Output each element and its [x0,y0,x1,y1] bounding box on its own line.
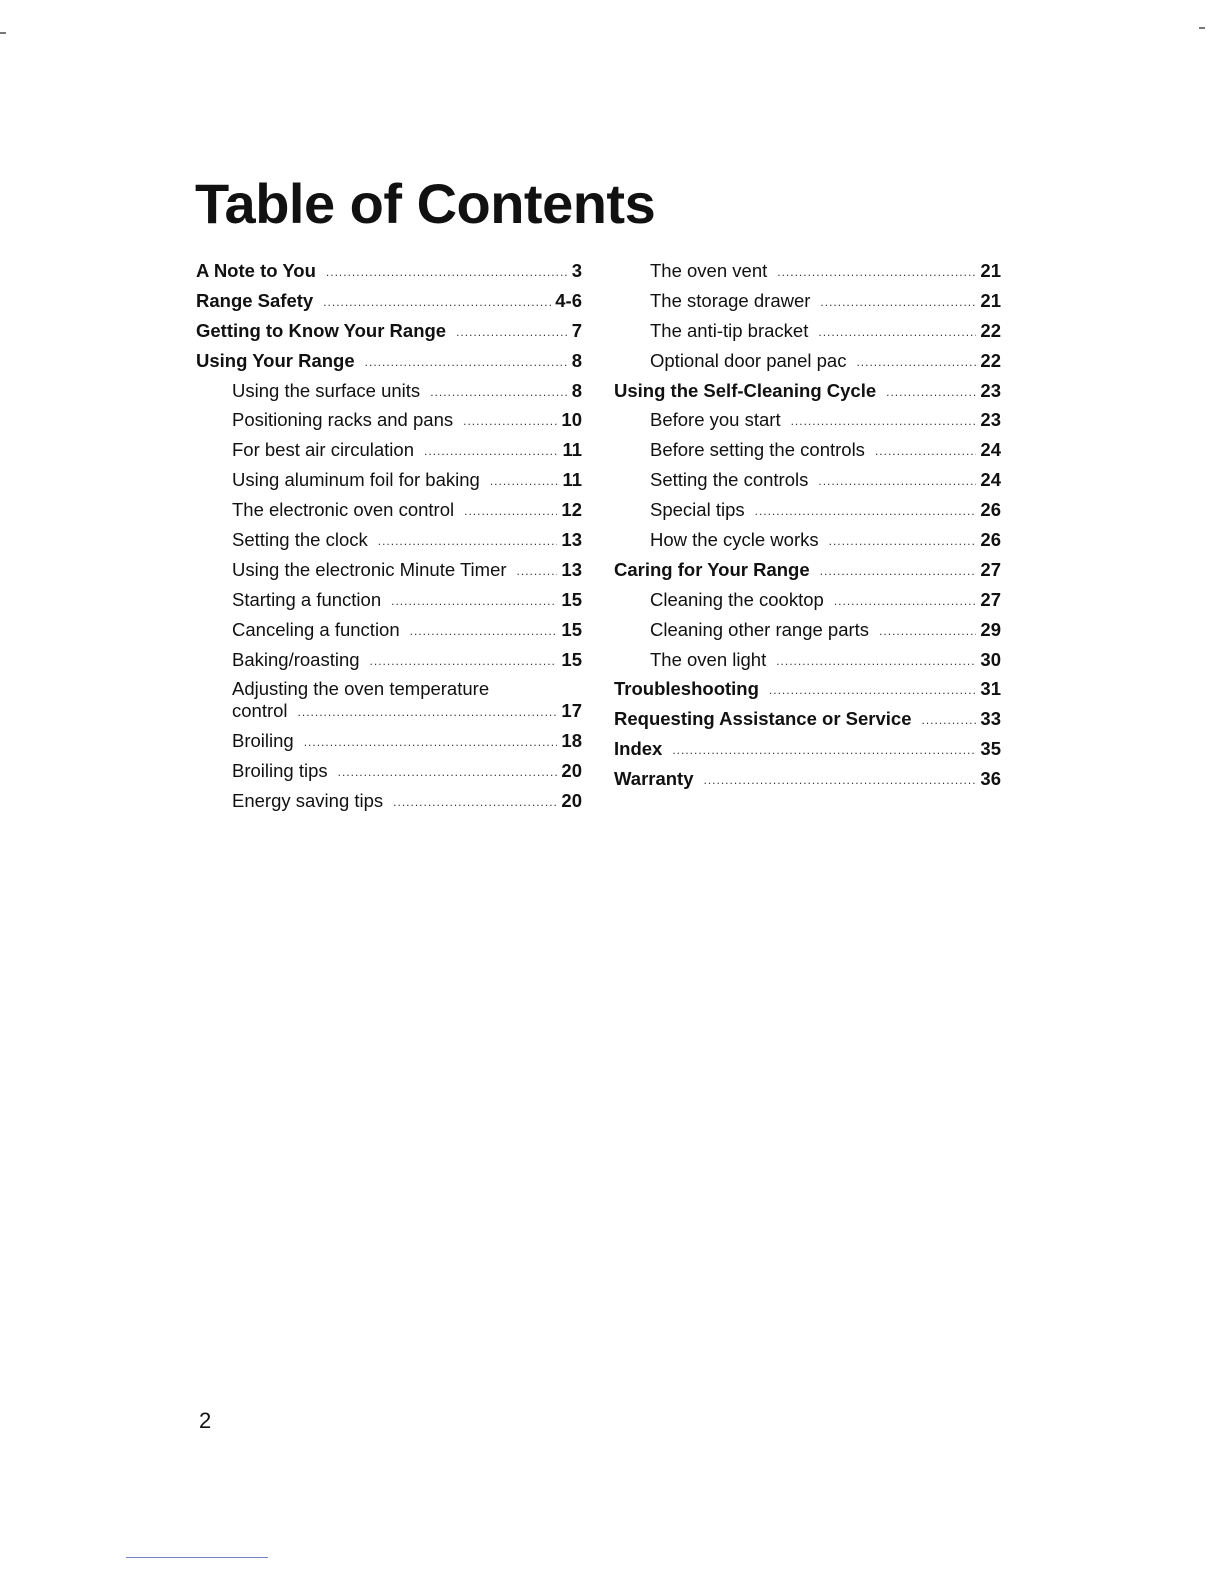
toc-entry[interactable] [196,350,582,380]
toc-entry-label: The anti-tip bracket [650,319,809,341]
toc-entry-label: A Note to You [196,260,316,281]
toc-entry[interactable] [196,649,582,679]
toc-entry-page: 15 [561,618,582,640]
dot-leader [777,265,976,279]
dot-leader [791,414,977,428]
toc-entry-page: 15 [561,588,582,610]
toc-entry-label: Using the surface units [232,379,421,401]
toc-entry[interactable] [614,619,1001,649]
toc-entry[interactable] [614,499,1001,529]
toc-entry-label: Requesting Assistance or Service [614,708,912,730]
toc-entry-label: Getting to Know Your Range [196,319,447,341]
toc-entry-label: Before you start [650,409,781,431]
toc-entry[interactable] [196,409,582,439]
page-number: 2 [199,1408,212,1433]
dot-leader [393,795,557,809]
toc-entry-label: Index [614,738,663,760]
toc-entry-page: 12 [561,499,582,521]
toc-entry[interactable] [614,589,1001,619]
dot-leader [829,534,977,548]
toc-entry-page: 8 [571,349,582,371]
toc-entry-page: 23 [980,379,1001,401]
toc-entry[interactable] [196,529,582,559]
dot-leader [672,743,976,757]
toc-entry-page: 13 [561,558,582,580]
toc-entry-label: Warranty [614,768,694,790]
toc-entry[interactable] [614,708,1001,738]
toc-entry-page: 17 [561,700,582,722]
toc-entry[interactable] [614,409,1001,439]
toc-entry-label: Troubleshooting [614,678,759,700]
dot-leader [456,325,568,339]
dot-leader [820,295,976,309]
toc-entry-page: 8 [571,379,582,401]
toc-entry-page: 22 [980,349,1001,371]
toc-entry[interactable] [614,678,1001,708]
toc-entry-label: Optional door panel pac [650,349,847,371]
toc-entry[interactable] [614,529,1001,559]
toc-entry-label: Cleaning the cooktop [650,588,824,610]
toc-entry-page: 13 [561,529,582,551]
toc-entry-label: Broiling tips [232,760,328,782]
toc-entry-page: 27 [980,558,1001,580]
dot-leader [818,325,976,339]
toc-entry[interactable] [614,738,1001,768]
dot-leader [820,564,977,578]
dot-leader [704,773,977,787]
dot-leader [517,564,558,578]
toc-entry-page: 21 [980,260,1001,281]
toc-entry-label: Baking/roasting [232,648,360,670]
toc-entry-page: 27 [980,588,1001,610]
page-title: Table of Contents [195,172,656,235]
toc-entry-label: Adjusting the oven temperature [232,678,490,700]
toc-entry-label: Using aluminum foil for baking [232,469,480,491]
toc-entry[interactable] [614,350,1001,380]
toc-entry-page: 20 [561,790,582,812]
dot-leader [430,385,568,399]
toc-entry[interactable] [196,730,582,760]
toc-entry[interactable] [196,589,582,619]
dot-leader [922,713,977,727]
toc-entry[interactable] [196,320,582,350]
toc-entry[interactable] [196,760,582,790]
dot-leader [370,654,558,668]
toc-entry[interactable] [614,290,1001,320]
toc-entry[interactable] [614,260,1001,290]
dot-leader [886,385,976,399]
toc-entry-page: 10 [561,409,582,431]
toc-entry-label: How the cycle works [650,529,819,551]
dot-leader [755,504,977,518]
toc-entry-label: For best air circulation [232,439,414,461]
toc-entry-page: 23 [980,409,1001,431]
dot-leader [365,355,568,369]
toc-entry[interactable] [196,439,582,469]
toc-entry-label-continued: control [232,700,288,722]
dot-leader [304,735,558,749]
dot-leader [490,474,559,488]
toc-entry-label: Setting the controls [650,469,809,491]
toc-entry[interactable] [196,619,582,649]
toc-entry-label: Starting a function [232,588,382,610]
toc-entry-label: Before setting the controls [650,439,865,461]
toc-entry-label: The oven vent [650,260,768,281]
dot-leader [464,504,557,518]
dot-leader [410,624,558,638]
toc-entry-page: 15 [561,648,582,670]
toc-entry[interactable] [614,439,1001,469]
toc-entry-page: 20 [561,760,582,782]
dot-leader [834,594,977,608]
toc-entry-label: Energy saving tips [232,790,384,812]
toc-entry[interactable] [614,380,1001,410]
toc-entry[interactable] [196,678,582,730]
toc-entry-page: 11 [562,469,582,491]
toc-entry-label: Positioning racks and pans [232,409,454,431]
toc-entry[interactable] [614,559,1001,589]
toc-entry-label: The electronic oven control [232,499,455,521]
toc-entry-page: 3 [571,260,582,281]
toc-entry-page: 22 [980,319,1001,341]
toc-entry-page: 18 [561,730,582,752]
toc-entry-page: 26 [980,529,1001,551]
toc-entry-label: Setting the clock [232,529,368,551]
dot-leader [323,295,551,309]
toc-entry-page: 4-6 [555,289,582,311]
toc-entry-page: 33 [980,708,1001,730]
toc-entry-page: 26 [980,499,1001,521]
dot-leader [424,444,558,458]
toc-entry-page: 30 [980,648,1001,670]
dot-leader [391,594,557,608]
toc-entry-page: 24 [980,469,1001,491]
toc-entry[interactable] [614,320,1001,350]
toc-entry[interactable] [196,290,582,320]
toc-entry[interactable] [614,649,1001,679]
toc-entry-label: The oven light [650,648,767,670]
toc-right-column [614,260,1001,798]
dot-leader [879,624,976,638]
dot-leader [856,355,976,369]
toc-entry-page: 21 [980,289,1001,311]
dot-leader [875,444,976,458]
toc-entry-label: Using Your Range [196,349,355,371]
scan-speck [0,32,6,34]
toc-entry-label: Caring for Your Range [614,558,810,580]
toc-entry-label: The storage drawer [650,289,811,311]
toc-entry-page: 11 [562,439,582,461]
toc-entry[interactable] [614,768,1001,798]
toc-entry-label: Special tips [650,499,745,521]
toc-entry[interactable] [196,499,582,529]
toc-entry-label: Canceling a function [232,618,400,640]
dot-leader [298,705,558,719]
toc-entry-label: Using the electronic Minute Timer [232,558,507,580]
toc-entry-page: 7 [571,319,582,341]
dot-leader [769,683,977,697]
toc-entry[interactable] [196,260,582,290]
toc-entry-page: 35 [980,738,1001,760]
dot-leader [338,765,558,779]
dot-leader [326,265,568,279]
toc-entry-page: 29 [980,618,1001,640]
toc-entry[interactable] [196,380,582,410]
dot-leader [463,414,557,428]
toc-entry-label: Using the Self-Cleaning Cycle [614,379,877,401]
toc-entry[interactable] [614,469,1001,499]
toc-entry-page: 24 [980,439,1001,461]
toc-entry[interactable] [196,469,582,499]
toc-entry[interactable] [196,790,582,820]
scan-speck [1199,27,1205,29]
toc-entry[interactable] [196,559,582,589]
dot-leader [776,654,976,668]
toc-entry-label: Broiling [232,730,294,752]
toc-left-column [196,260,582,820]
toc-entry-page: 31 [980,678,1001,700]
toc-entry-label: Cleaning other range parts [650,618,870,640]
dot-leader [818,474,976,488]
toc-entry-label: Range Safety [196,289,314,311]
toc-entry-page: 36 [980,768,1001,790]
bottom-scan-rule [126,1557,268,1558]
dot-leader [378,534,558,548]
